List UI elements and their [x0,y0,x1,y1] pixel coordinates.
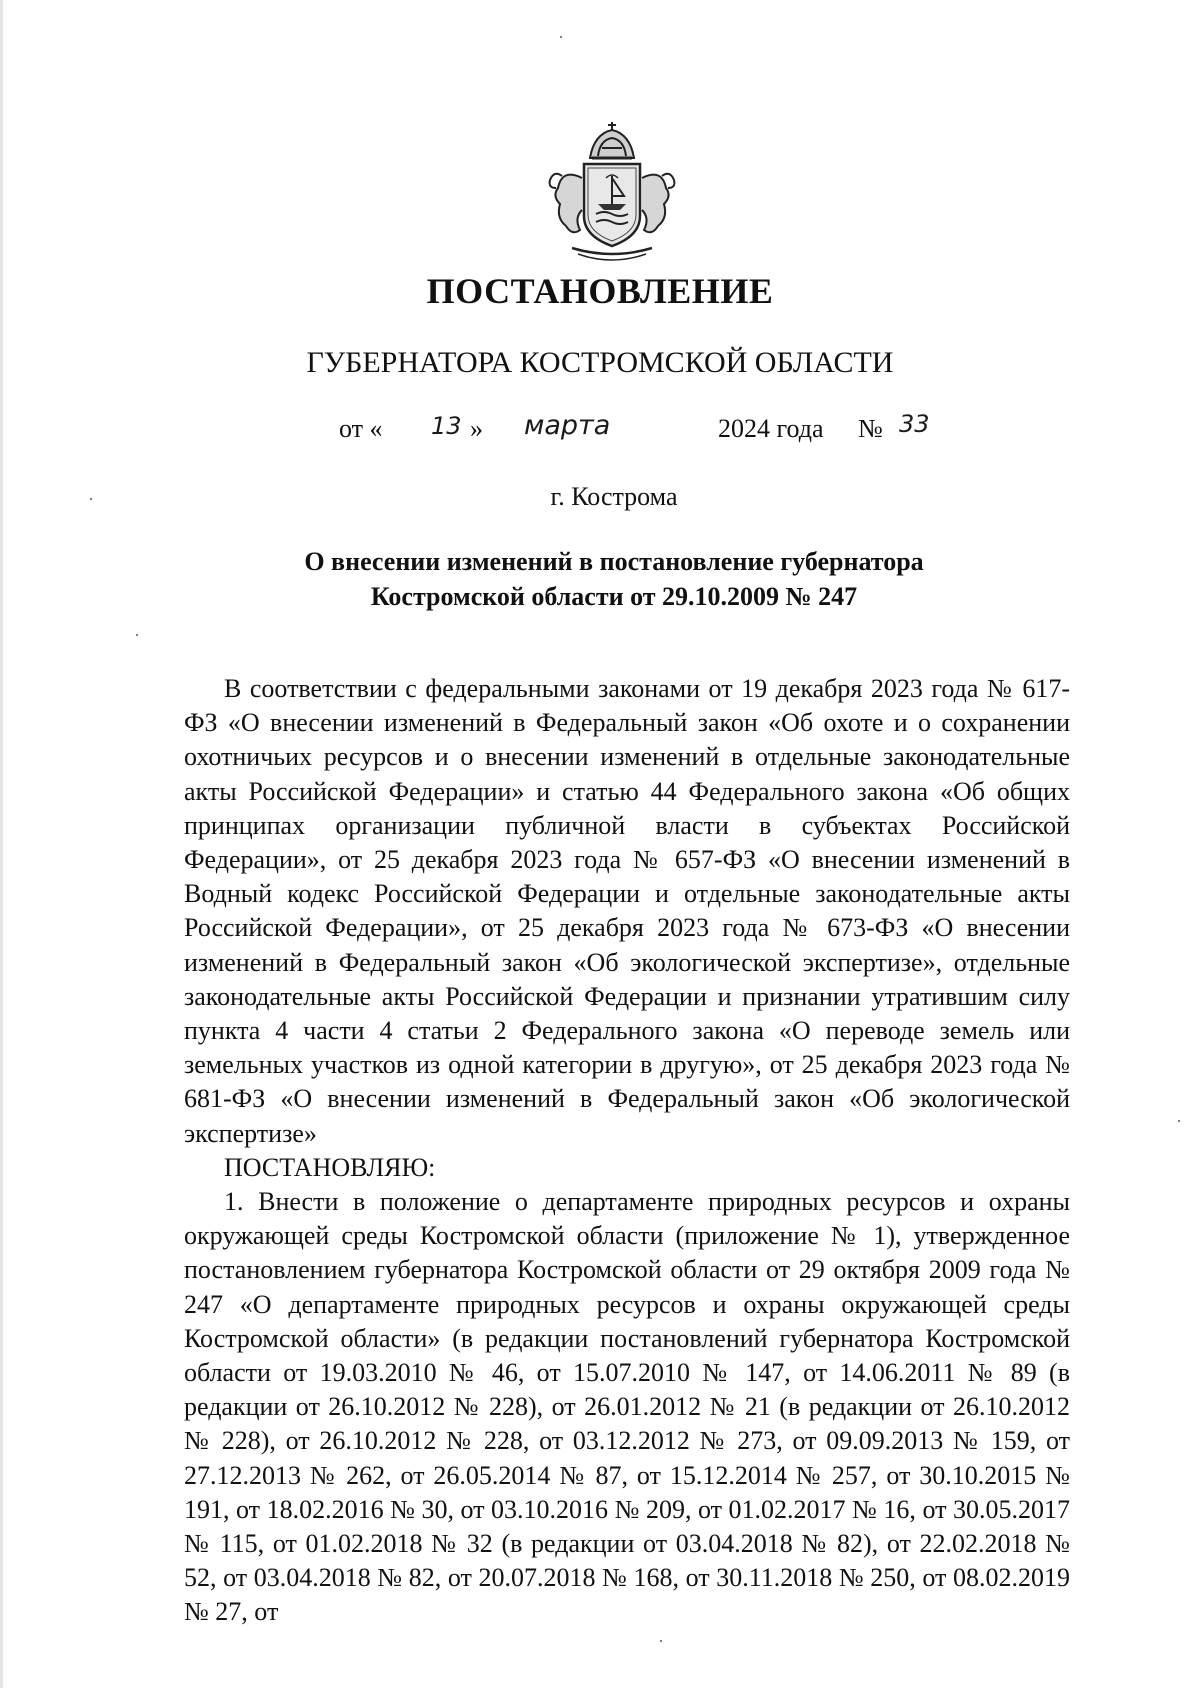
scan-speck [1178,1120,1180,1122]
title-line: Костромской области от 29.10.2009 № 247 [370,582,858,611]
item-1-paragraph: 1. Внести в положение о департаменте природных ресурсов и охраны окружающей среды Костромской области (приложение № 1), утвержденное постановлением губернатора Костромской области от 29 октября 2009 года № 247 «О департаменте природных ресурсов и охраны окружающей среды Костромской области» (в редакции постановлений губернатора Костромской области от 19.03.2010 № 46, от 15.07.2010 № 147, от 14.06.2011 № 89 (в редакции от 26.10.2012 № 228), от 26.01.2012 № 21 (в редакции от 26.10.2012 № 228), от 26.10.2012 № 228, от 03.12.2012 № 273, от 09.09.2013 № 159, от 27.12.2013 № 262, от 26.05.2014 № 87, от 15.12.2014 № 257, от 30.10.2015 № 191, от 18.02.2016 № 30, от 03.10.2016 № 209, от 01.02.2017 № 16, от 30.05.2017 № 115, от 01.02.2018 № 32 (в редакции от 03.04.2018 № 82), от 22.02.2018 № 52, от 03.04.2018 № 82, от 20.07.2018 № 168, от 30.11.2018 № 250, от 08.02.2019 № 27, от [184,1187,1070,1627]
scan-speck [136,634,138,636]
date-prefix: от « [339,414,383,443]
document-type-heading: ПОСТАНОВЛЕНИЕ [426,271,774,311]
scan-speck [90,498,92,500]
date-year: 2024 года [718,414,824,443]
document-title [0,544,1200,614]
date-quote-close: » [470,414,483,443]
coat-of-arms-emblem [532,118,692,268]
issuing-authority: ГУБЕРНАТОРА КОСТРОМСКОЙ ОБЛАСТИ [306,346,894,379]
decree-word: ПОСТАНОВЛЯЮ: [224,1152,436,1182]
scan-edge [0,0,3,1688]
scan-speck [560,36,562,38]
number-sign: № [858,414,883,443]
scan-speck [660,1640,662,1642]
date-month-handwritten: марта [524,410,611,441]
city-of-issue: г. Кострома [550,482,678,511]
date-day-handwritten: 13 [431,412,462,440]
title-line: О внесении изменений в постановление губернатора [304,547,924,576]
document-number-handwritten: 33 [899,410,930,438]
date-line [0,410,1200,454]
document-body [184,672,1070,1630]
preamble-paragraph: В соответствии с федеральными законами от 19 декабря 2023 года № 617-ФЗ «О внесении изменений в Федеральный закон «Об охоте и о сохранении охотничьих ресурсов и о внесении изменений в отдельные законодательные акты Российской Федерации» и статью 44 Федерального закона «Об общих принципах организации публичной власти в субъектах Российской Федерации», от 25 декабря 2023 года № 657-ФЗ «О внесении изменений в Водный кодекс Российской Федерации и отдельные законодательные акты Российской Федерации», от 25 декабря 2023 года № 673-ФЗ «О внесении изменений в Федеральный закон «Об экологической экспертизе», отдельные законодательные акты Российской Федерации и признании утратившим силу пункта 4 части 4 статьи 2 Федерального закона «О переводе земель или земельных участков из одной категории в другую», от 25 декабря 2023 года № 681-ФЗ «О внесении изменений в Федеральный закон «Об экологической экспертизе» [184,674,1070,1148]
